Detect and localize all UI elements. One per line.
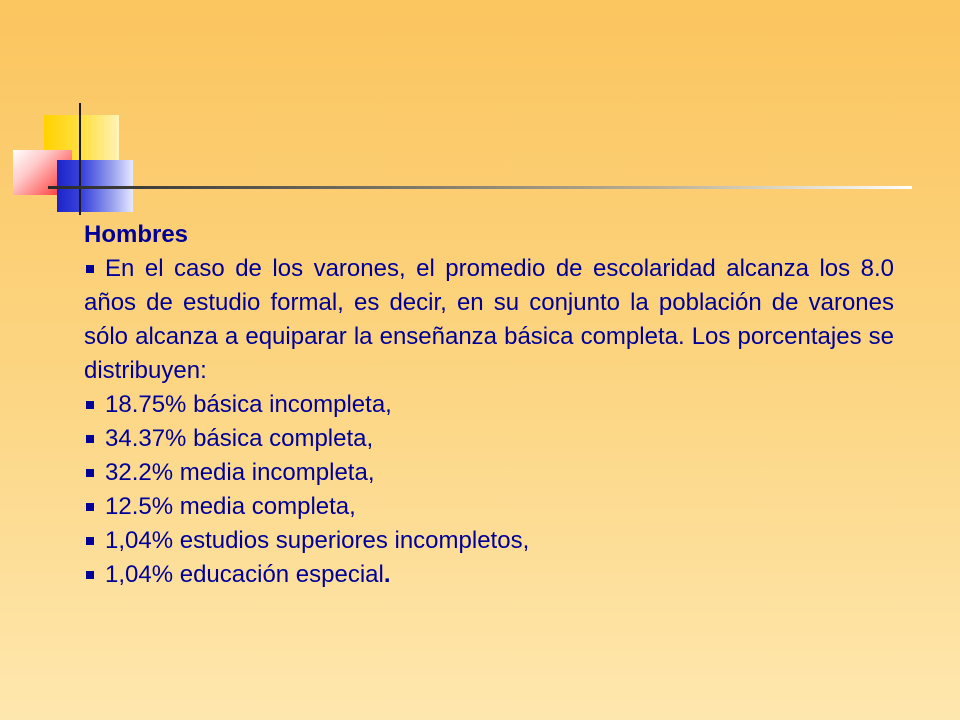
list-item <box>84 490 894 524</box>
intro-paragraph <box>84 252 894 388</box>
list-item <box>84 524 894 558</box>
section-heading: Hombres <box>84 221 189 248</box>
vertical-rule <box>79 103 81 215</box>
square-bullet-icon <box>86 537 94 545</box>
list-item-text: 1,04% estudios superiores incompletos, <box>105 527 530 554</box>
intro-paragraph-text: En el caso de los varones, el promedio de escolaridad alcanza los 8.0 años de estudio formal, es decir, en su conjunto la población de varones sólo alcanza a equiparar la enseñanza básica completa. Los porcentajes se distribuyen: <box>84 255 894 384</box>
list-item-text: 1,04% educación especial <box>105 561 384 588</box>
square-bullet-icon <box>86 401 94 409</box>
list-item-text: 32.2% media incompleta, <box>105 459 375 486</box>
final-period: . <box>383 561 391 588</box>
list-item <box>84 558 894 592</box>
list-item-text: 12.5% media completa, <box>105 493 356 520</box>
square-bullet-icon <box>86 571 94 579</box>
percentage-list <box>84 388 894 592</box>
square-bullet-icon <box>86 265 94 273</box>
square-bullet-icon <box>86 435 94 443</box>
list-item-text: 18.75% básica incompleta, <box>105 391 392 418</box>
list-item <box>84 456 894 490</box>
horizontal-rule <box>48 186 912 189</box>
list-item <box>84 422 894 456</box>
decorative-header-graphic <box>0 0 960 230</box>
slide-body <box>84 218 894 592</box>
list-item <box>84 388 894 422</box>
square-bullet-icon <box>86 469 94 477</box>
square-bullet-icon <box>86 503 94 511</box>
list-item-text: 34.37% básica completa, <box>105 425 374 452</box>
